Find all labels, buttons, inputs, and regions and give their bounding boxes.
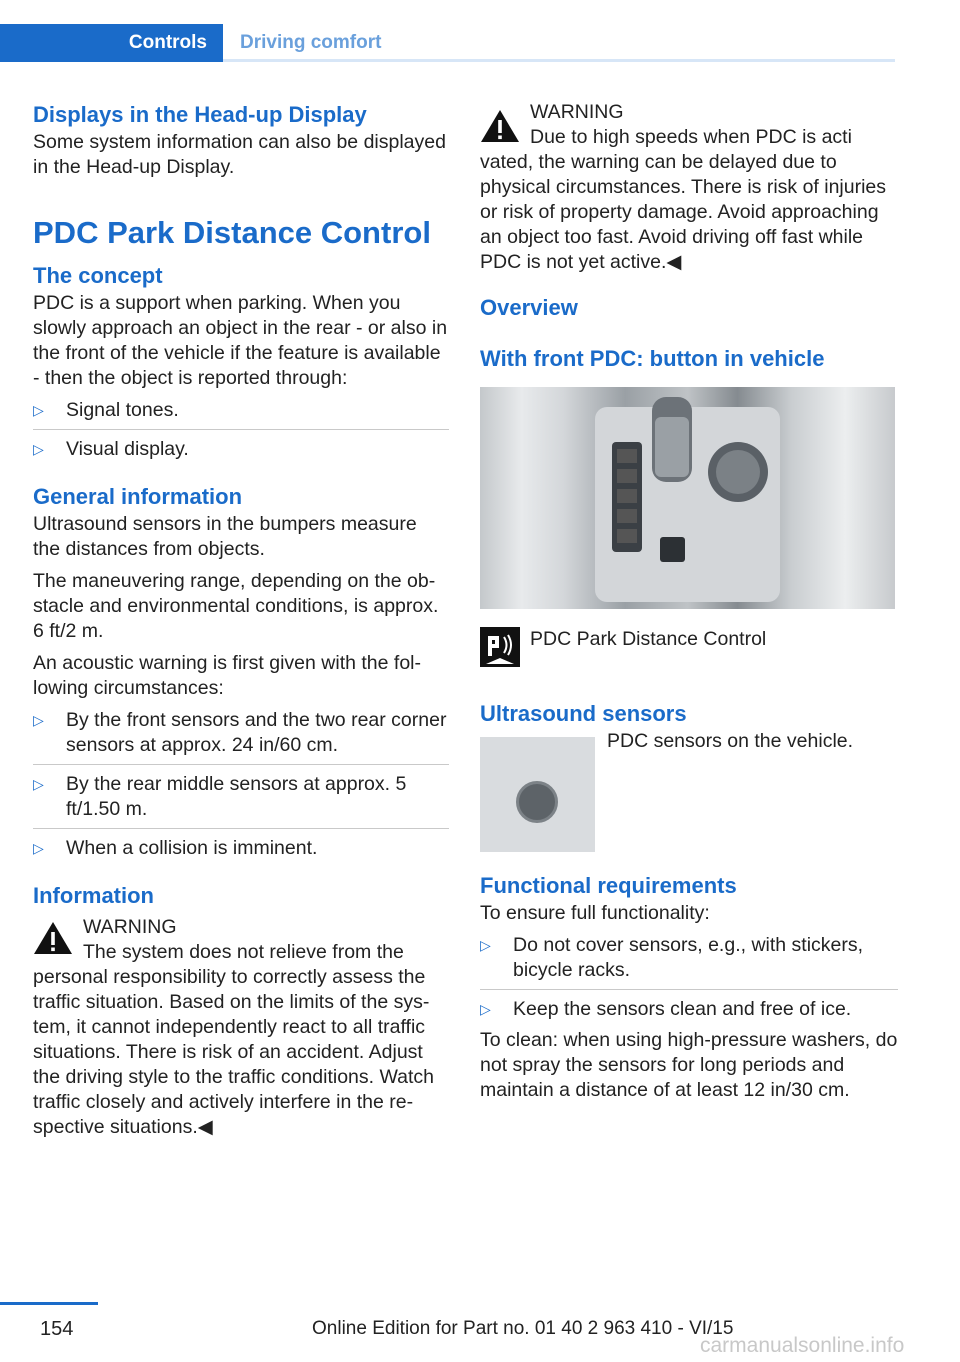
warning-label: WARNING <box>530 101 624 123</box>
ultrasound-sensor-icon <box>516 781 558 823</box>
information-heading: Information <box>33 883 154 908</box>
sensors-caption: PDC sensors on the vehicle. <box>607 730 854 752</box>
list-item: ▷ Keep the sensors clean and free of ice. <box>480 998 852 1020</box>
bullet-triangle-icon: ▷ <box>33 712 44 728</box>
page-number: 154 <box>40 1318 74 1340</box>
concept-heading: The concept <box>33 263 163 288</box>
hud-heading: Displays in the Head-up Display <box>33 102 367 127</box>
functional-text: To ensure full functionality: <box>480 902 710 924</box>
sensor-row <box>480 729 898 853</box>
general-text-3: An acoustic warning is first given with the following circumstances: <box>33 652 422 699</box>
list-item: ▷ By the rear middle sensors at approx. 5 ft/1.50 m. <box>33 765 449 829</box>
pdc-button-caption: PDC Park Distance Control <box>530 628 767 650</box>
functional-bullets <box>480 933 898 1028</box>
list-item: ▷ Do not cover sensors, e.g., with stickers, bicycle racks. <box>480 933 898 990</box>
warning-triangle-icon <box>33 921 73 955</box>
general-heading: General information <box>33 484 243 509</box>
general-text-2: The maneuvering range, depending on the obstacle and environmental conditions, is approx. 6 ft/2 m. <box>33 570 439 642</box>
chapter-tabs <box>0 0 895 62</box>
warning-first-line: The system does not relieve from the <box>83 941 404 963</box>
tab-underline <box>223 59 895 62</box>
clean-text: To clean: when using high-pressure washers, do not spray the sensors for long periods and maintain a distance of at least 12 in/30 cm. <box>480 1029 898 1101</box>
warning-label: WARNING <box>83 916 177 938</box>
center-console-illustration <box>480 387 895 609</box>
overview-heading: Overview <box>480 295 578 320</box>
list-item: ▷ Signal tones. <box>33 398 449 430</box>
warning-box <box>480 100 898 275</box>
bullet-triangle-icon: ▷ <box>480 1001 491 1017</box>
warning-box <box>33 915 449 1140</box>
front-pdc-heading: With front PDC: button in vehicle <box>480 346 825 371</box>
concept-bullets <box>33 398 449 468</box>
bullet-triangle-icon: ▷ <box>480 937 491 953</box>
warning-text: vated, the warning can be delayed due to physical circumstances. There is risk of injuries or risk of property damage. Avoid approaching an object too fast. Avoid driving off fast while PDC is not yet active.◀ <box>480 151 887 273</box>
bullet-triangle-icon: ▷ <box>33 441 44 457</box>
center-console-photo <box>480 387 895 609</box>
sensor-photo <box>480 737 595 852</box>
tab-controls[interactable]: Controls <box>0 24 223 62</box>
warning-first-line: Due to high speeds when PDC is acti <box>530 126 852 148</box>
pdc-button-icon[interactable] <box>480 627 520 667</box>
sensors-heading: Ultrasound sensors <box>480 701 687 726</box>
bullet-triangle-icon: ▷ <box>33 840 44 856</box>
list-item: ▷ By the front sensors and the two rear corner sensors at approx. 24 in/60 cm. <box>33 708 449 765</box>
footer-accent-line <box>0 1302 98 1305</box>
hud-text: Some system information can also be displayed in the Head-up Display. <box>33 131 446 178</box>
pdc-button-row <box>480 627 898 667</box>
left-column <box>33 100 449 1140</box>
bullet-triangle-icon: ▷ <box>33 402 44 418</box>
warning-text: personal responsibility to correctly assess the traffic situation. Based on the limits of the system, it cannot independently react to all traffic situations. There is risk of an accident. Adjust the driving style to the traffic conditions. Watch traffic closely and actively interfere in the respective situations.◀ <box>33 966 435 1138</box>
general-bullets <box>33 708 449 861</box>
watermark: carmanualsonline.info <box>700 1334 905 1357</box>
list-item: ▷ Visual display. <box>33 438 189 460</box>
edition-note: Online Edition for Part no. 01 40 2 963 410 - VI/15 <box>312 1318 734 1339</box>
bullet-triangle-icon: ▷ <box>33 776 44 792</box>
warning-triangle-icon <box>480 109 520 143</box>
functional-heading: Functional requirements <box>480 873 737 898</box>
concept-text: PDC is a support when parking. When you slowly approach an object in the rear - or also in the front of the vehicle if the feature is available - then the object is reported through: <box>33 292 448 389</box>
pdc-title: PDC Park Distance Control <box>33 215 431 250</box>
right-column <box>480 100 898 1103</box>
list-item: ▷ When a collision is imminent. <box>33 837 318 859</box>
general-text-1: Ultrasound sensors in the bumpers measure the distances from objects. <box>33 513 417 560</box>
tab-driving-comfort[interactable]: Driving comfort <box>240 32 382 53</box>
